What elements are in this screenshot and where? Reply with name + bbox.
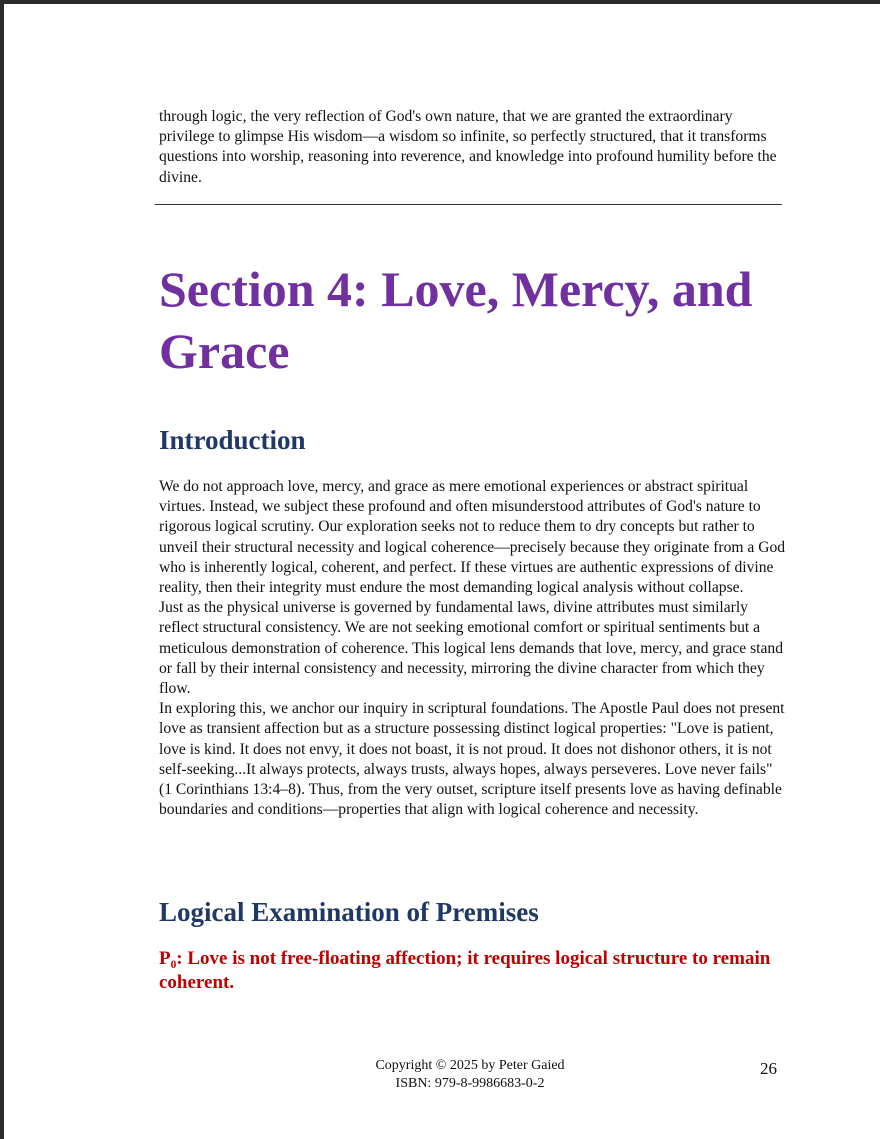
introduction-body (159, 477, 789, 820)
introduction-paragraph-2: Just as the physical universe is governed by fundamental laws, divine attributes must similarly reflect structural consistency. We are not seeking emotional comfort or spiritual sentiments but a meticulous demonstration of coherence. This logical lens demands that love, mercy, and grace stand or fall by their internal consistency and necessity, mirroring the divine character from which they flow. (159, 599, 783, 698)
viewer-top-border (0, 0, 880, 4)
top-paragraph-block (159, 107, 781, 188)
footer-copyright: Copyright © 2025 by Peter Gaied (375, 1058, 565, 1073)
viewer-left-border (0, 0, 4, 1139)
horizontal-rule (155, 204, 782, 205)
introduction-paragraph-3: In exploring this, we anchor our inquiry in scriptural foundations. The Apostle Paul does not present love as transient affection but as a structure possessing distinct logical properties: "Love is patient, love is kind. It does not envy, it does not boast, it is not proud. It does not dishonor others, it is not self-seeking...It always protects, always trusts, always hopes, always perseveres. Love never fails" (1 Corinthians 13:4–8). Thus, from the very outset, scripture itself presents love as having definable boundaries and conditions—properties that align with logical coherence and necessity. (159, 700, 785, 819)
footer-copyright-block (340, 1057, 600, 1093)
page-number: 26 (760, 1059, 777, 1078)
introduction-paragraph-1: We do not approach love, mercy, and grace as mere emotional experiences or abstract spiritual virtues. Instead, we subject these profound and often misunderstood attributes of God's nature to rigorous logical scrutiny. Our exploration seeks not to reduce them to dry concepts but rather to unveil their structural necessity and logical coherence—precisely because they originate from a God who is inherently logical, coherent, and perfect. If these virtues are authentic expressions of divine reality, then their integrity must endure the most demanding logical analysis without collapse. (159, 478, 786, 597)
logical-examination-heading: Logical Examination of Premises (159, 897, 539, 927)
top-paragraph: through logic, the very reflection of God's own nature, that we are granted the extraordinary privilege to glimpse His wisdom—a wisdom so infinite, so perfectly structured, that it transforms questions into worship, reasoning into reverence, and knowledge into profound humility before the divine. (159, 108, 777, 186)
footer-isbn: ISBN: 979-8-9986683-0-2 (395, 1076, 545, 1091)
introduction-heading: Introduction (159, 425, 306, 455)
section-title: Section 4: Love, Mercy, and Grace (159, 261, 753, 379)
premise-p0: P₀: Love is not free-floating affection; it requires logical structure to remain coherent. (159, 948, 771, 993)
